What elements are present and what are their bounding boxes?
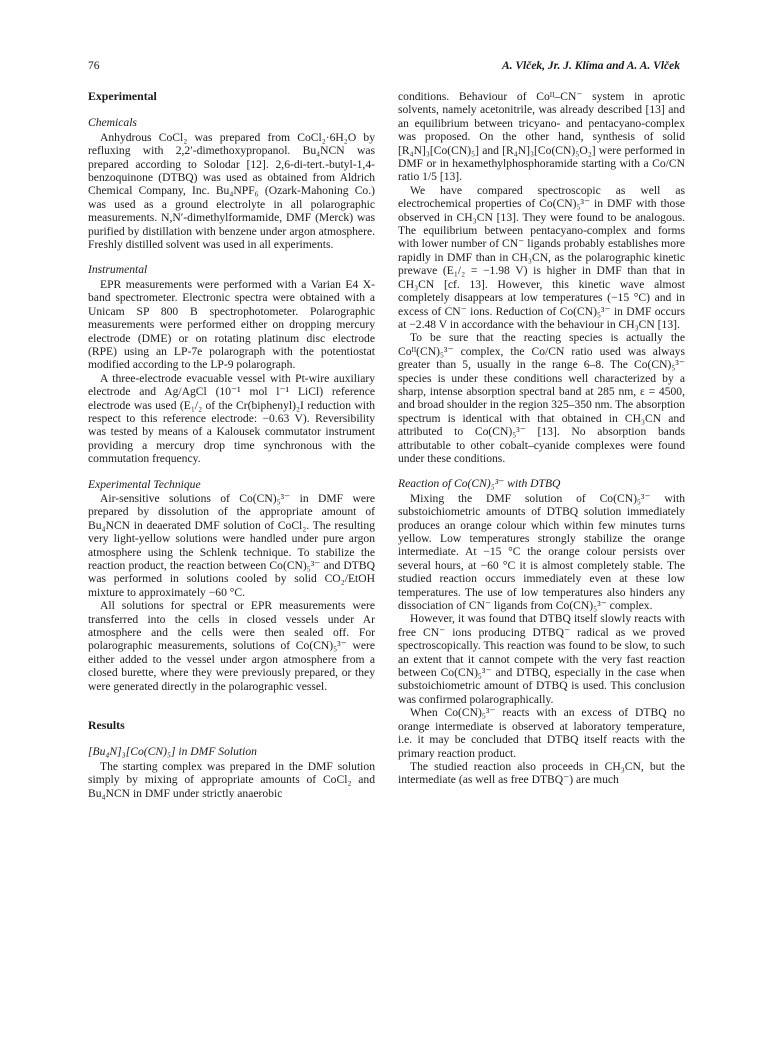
right-column [398,90,685,787]
reaction-paragraph-3: When Co(CN)₅³⁻ reacts with an excess of DTBQ no orange intermediate is observed at laboratory temperature, i.e. it may be concluded that DTBQ itself reacts with the primary reaction product. [398,706,685,760]
technique-heading: Experimental Technique [88,477,201,491]
instrumental-paragraph-2: A three-electrode evacuable vessel with Pt-wire auxiliary electrode and Ag/AgCl (10⁻¹ mol l⁻¹ LiCl) reference electrode was used (E₁/₂ of the Cr(biphenyl)₂I reduction with respect to this reference electrode: −0.63 V). Reversibility was tested by means of a Kalousek commutator instrument providing a mercury drop time synchronous with the commutation frequency. [88,371,375,466]
reaction-paragraph-1: Mixing the DMF solution of Co(CN)₅³⁻ with substoichiometric amounts of DTBQ solution immediately produces an orange colour which within few minutes turns yellow. Low temperatures strongly stabilize the orange intermediate. At −15 °C the orange colour persists over several hours, at −60 °C it is almost completely stable. The studied reaction occurs immediately even at these low temperatures. The use of low temperatures also hinders any dissociation of CN⁻ ligands from Co(CN)₅³⁻ complex. [398,491,685,613]
chemicals-paragraph: Anhydrous CoCl₂ was prepared from CoCl₂·6H₂O by refluxing with 2,2′-dimethoxypropanol. Bu₄NCN was prepared according to Solodar [12]. 2,6-di-tert.-butyl-1,4-benzoquinone (DTBQ) was used as obtained from Aldrich Chemical Company, Inc. Bu₄NPF₆ (Ozark-Mahoning Co.) was used as a ground electrolyte in all polarographic measurements. N,N′-dimethylformamide, DMF (Merck) was purified by distillation with benzene under argon atmosphere. Freshly distilled solvent was used in all experiments. [88,130,375,252]
running-head [88,60,680,76]
species-paragraph: To be sure that the reacting species is actually the Coᴵᴵ(CN)₅³⁻ complex, the Co/CN ratio used was always greater than 5, usually in the range 6–8. The Co(CN)₅³⁻ species is under these conditions well characterized by a sharp, intense absorption spectral band at 285 nm, ε = 4500, and broad shoulder in the region 325–350 nm. The absorption spectrum is identical with that obtained in CH₃CN and attributed to Co(CN)₅³⁻ [13]. No absorption bands attributable to other cobalt–cyanide complexes were found under these conditions. [398,331,686,465]
comparison-paragraph: We have compared spectroscopic as well as electrochemical properties of Co(CN)₅³⁻ in DMF with those observed in CH₃CN [13]. They were found to be analogous. The equilibrium between pentacyano-complex and forms with lower number of CN⁻ ligands probably establishes more rapidly in DMF than in CH₃CN, as the polarographic kinetic prewave (E₁/₂ = −1.98 V) is higher in DMF than that in CH₃CN [cf. 13]. However, this kinetic wave almost completely disappears at low temperatures (−15 °C) and in excess of CN⁻ ions. Reduction of Co(CN)₅³⁻ in DMF occurs at −2.48 V in accordance with the behaviour in CH₃CN [13]. [398,183,685,331]
running-head-authors: A. Vlček, Jr. J. Klíma and A. A. Vlček [501,60,680,72]
left-column [88,90,375,800]
reaction-paragraph-4: The studied reaction also proceeds in CH₃CN, but the intermediate (as well as free DTBQ⁻) are much [398,759,685,787]
chemicals-heading: Chemicals [88,116,137,130]
solution-heading: [Bu₄N]₃[Co(CN)₅] in DMF Solution [88,745,257,759]
reaction-heading: Reaction of Co(CN)₅³⁻ with DTBQ [398,477,561,491]
technique-paragraph-2: All solutions for spectral or EPR measurements were transferred into the cells in closed vessels under Ar atmosphere and the cells were then sealed off. For polarographic measurements, solutions of Co(CN)₅³⁻ were either added to the vessel under argon atmosphere from a closed burette, where they were previously prepared, or they were generated directly in the polarographic vessel. [88,599,375,693]
solution-paragraph: The starting complex was prepared in the DMF solution simply by mixing of appropriate amounts of CoCl₂ and Bu₄NCN in DMF under strictly anaerobic [88,759,375,800]
experimental-heading: Experimental [88,89,157,103]
instrumental-heading: Instrumental [88,263,148,277]
page-number: 76 [88,60,100,72]
results-heading: Results [88,718,125,733]
continued-paragraph: conditions. Behaviour of Coᴵᴵ–CN⁻ system in aprotic solvents, namely acetonitrile, was already described [13] and an equilibrium between tricyano- and pentacyano-complex was proposed. On the other hand, synthesis of solid [R₄N]₃[Co(CN)₅] and [R₄N]₃[Co(CN)₅O₂] were performed in DMF or in hexamethylphosphoramide starting with a Co/CN ratio 1/5 [13]. [398,90,685,184]
reaction-paragraph-2: However, it was found that DTBQ itself slowly reacts with free CN⁻ ions producing DTBQ⁻ radical as we proved spectroscopically. This reaction was found to be slow, to such an extent that it cannot compete with the very fast reaction between Co(CN)₅³⁻ and DTBQ, especially in the case when substoichiometric amount of DTBQ is used. This conclusion was confirmed polarographically. [398,612,685,706]
technique-paragraph-1: Air-sensitive solutions of Co(CN)₅³⁻ in DMF were prepared by dissolution of the appropriate amount of Bu₄NCN in deaerated DMF solution of CoCl₂. The resulting very light-yellow solutions were handled under pure argon atmosphere using the Schlenk technique. To stabilize the reaction product, the reaction between Co(CN)₅³⁻ and DTBQ was performed in solutions cooled by solid CO₂/EtOH mixture to approximately −60 °C. [88,491,375,599]
instrumental-paragraph-1: EPR measurements were performed with a Varian E4 X-band spectrometer. Electronic spectra were obtained with a Unicam SP 800 B spectrophotometer. Polarographic measurements were performed either on dropping mercury electrode (DME) or on rotating platinum disc electrode (RPE) using an LP-7e polarograph with the potentiostat modified according to the LP-9 polarograph. [88,277,375,372]
